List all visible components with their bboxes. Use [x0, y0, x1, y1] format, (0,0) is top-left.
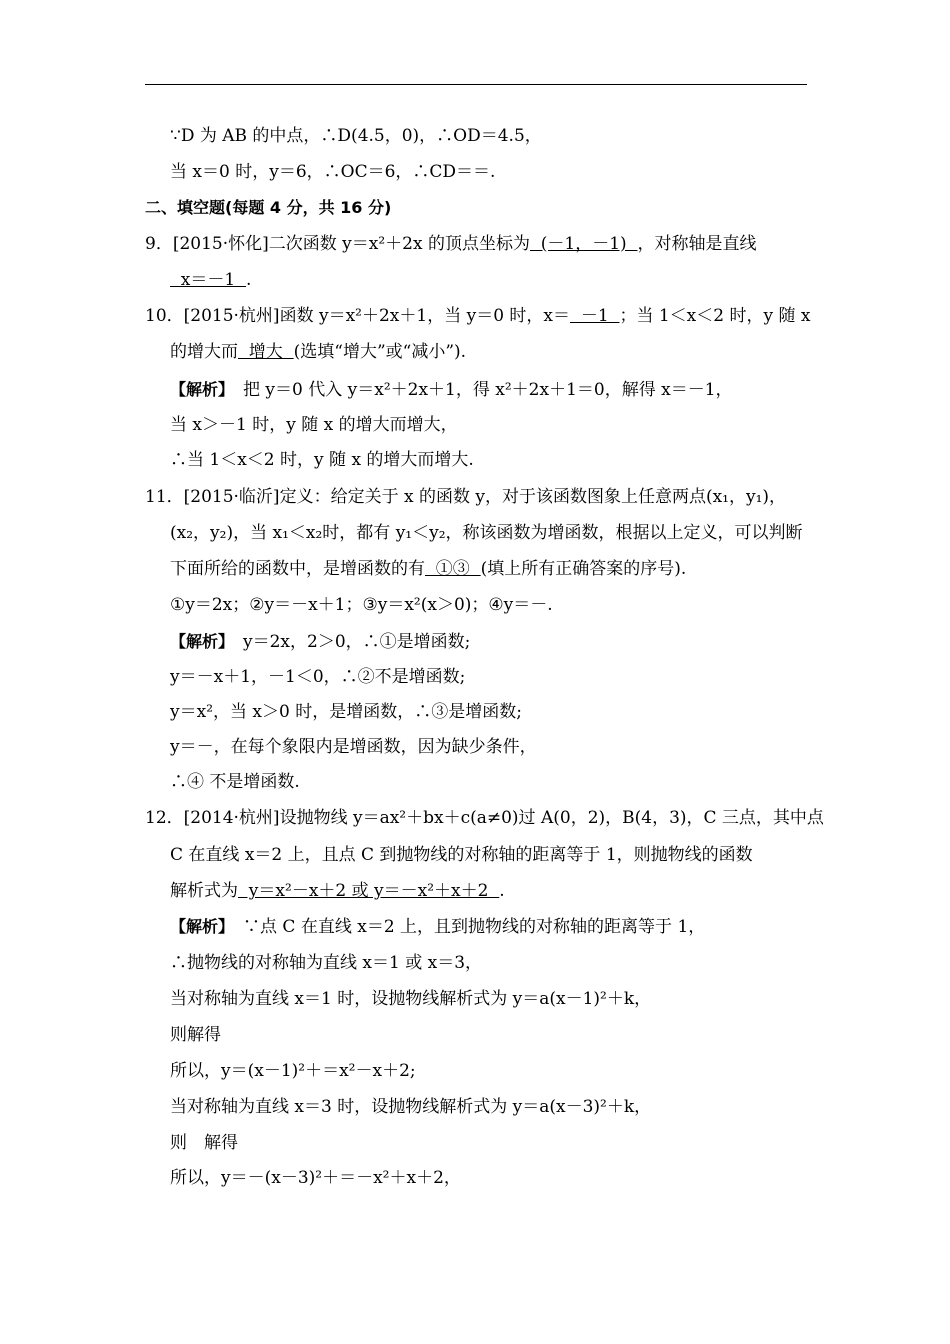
analysis-line: 所以，y＝－(x－3)²＋＝－x²＋x＋2，: [170, 1168, 461, 1188]
analysis-line: 当对称轴为直线 x＝1 时，设抛物线解析式为 y＝a(x－1)²＋k，: [170, 989, 652, 1009]
header-rule: [145, 84, 807, 85]
analysis-text: 把 y＝0 代入 y＝x²＋2x＋1，得 x²＋2x＋1＝0，解得 x＝－1，: [243, 380, 733, 400]
analysis-line: ∴抛物线的对称轴为直线 x＝1 或 x＝3，: [170, 953, 483, 973]
question-11-cont: [170, 557, 686, 581]
answer-blank: ①③: [425, 559, 481, 579]
question-11-options: ①y＝2x；②y＝－x＋1；③y＝x²(x＞0)；④y＝－.: [170, 595, 553, 615]
question-text: (选填“增大”或“减小”).: [293, 342, 467, 362]
analysis-line: y＝x²，当 x＞0 时，是增函数，∴③是增函数;: [170, 702, 522, 722]
question-text: (填上所有正确答案的序号).: [480, 559, 687, 579]
analysis-line: 所以，y＝(x－1)²＋＝x²－x＋2;: [170, 1061, 416, 1081]
analysis-line: 当 x＞－1 时，y 随 x 的增大而增大，: [170, 415, 458, 435]
question-text: .: [246, 270, 252, 290]
analysis-line: 则 解得: [170, 1133, 238, 1153]
analysis-line: ∴④ 不是增函数.: [170, 772, 300, 792]
question-12: 12．[2014·杭州]设抛物线 y＝ax²＋bx＋c(a≠0)过 A(0，2)，B(4，3)，C 三点，其中点: [145, 808, 824, 828]
analysis-line: ∴当 1＜x＜2 时，y 随 x 的增大而增大.: [170, 450, 474, 470]
answer-blank: 增大: [238, 342, 294, 362]
question-11: 11．[2015·临沂]定义：给定关于 x 的函数 y，对于该函数图象上任意两点(x₁，y₁)，: [145, 487, 787, 507]
question-text: 9．[2015·怀化]二次函数 y＝x²＋2x 的顶点坐标为: [145, 234, 530, 254]
question-10-cont: [170, 340, 466, 364]
analysis-label: 【解析】: [170, 380, 227, 399]
answer-blank: x＝－1: [170, 270, 247, 290]
question-11-cont: (x₂，y₂)，当 x₁＜x₂时，都有 y₁＜y₂，称该函数为增函数，根据以上定义，可以判断: [170, 523, 803, 543]
question-9-cont: [170, 268, 251, 292]
question-12-cont: [170, 879, 505, 903]
question-text: ，对称轴是直线: [637, 234, 757, 254]
analysis-line: 则解得: [170, 1025, 221, 1045]
question-text: 10．[2015·杭州]函数 y＝x²＋2x＋1，当 y＝0 时，x＝: [145, 306, 571, 326]
analysis-line: y＝－，在每个象限内是增函数，因为缺少条件，: [170, 737, 537, 757]
question-10: [145, 304, 810, 328]
analysis-label: 【解析】: [170, 632, 227, 651]
question-text: ；当 1＜x＜2 时，y 随 x: [619, 306, 811, 326]
section-heading: 二、填空题(每题 4 分，共 16 分): [145, 198, 392, 217]
analysis-line: [170, 378, 733, 402]
answer-blank: －1: [570, 306, 620, 326]
question-text: .: [499, 881, 505, 901]
answer-blank: (－1，－1): [529, 234, 638, 254]
text-line: ∵D 为 AB 的中点，∴D(4.5，0)，∴OD＝4.5，: [170, 126, 542, 146]
analysis-text: ∵点 C 在直线 x＝2 上，且到抛物线的对称轴的距离等于 1，: [243, 917, 706, 937]
answer-blank: y＝x²－x＋2 或 y＝－x²＋x＋2: [238, 881, 500, 901]
question-text: 解析式为: [170, 881, 238, 901]
text-line: 当 x＝0 时，y＝6，∴OC＝6，∴CD＝＝.: [170, 162, 496, 182]
analysis-label: 【解析】: [170, 917, 227, 936]
analysis-line: 当对称轴为直线 x＝3 时，设抛物线解析式为 y＝a(x－3)²＋k，: [170, 1097, 652, 1117]
analysis-line: [170, 630, 470, 654]
question-12-cont: C 在直线 x＝2 上，且点 C 到抛物线的对称轴的距离等于 1，则抛物线的函数: [170, 845, 753, 865]
question-text: 下面所给的函数中，是增函数的有: [170, 559, 425, 579]
question-9: [145, 232, 756, 256]
analysis-line: y＝－x＋1，－1＜0，∴②不是增函数;: [170, 667, 466, 687]
analysis-line: [170, 915, 705, 939]
analysis-text: y＝2x，2＞0，∴①是增函数;: [243, 632, 471, 652]
question-text: 的增大而: [170, 342, 238, 362]
